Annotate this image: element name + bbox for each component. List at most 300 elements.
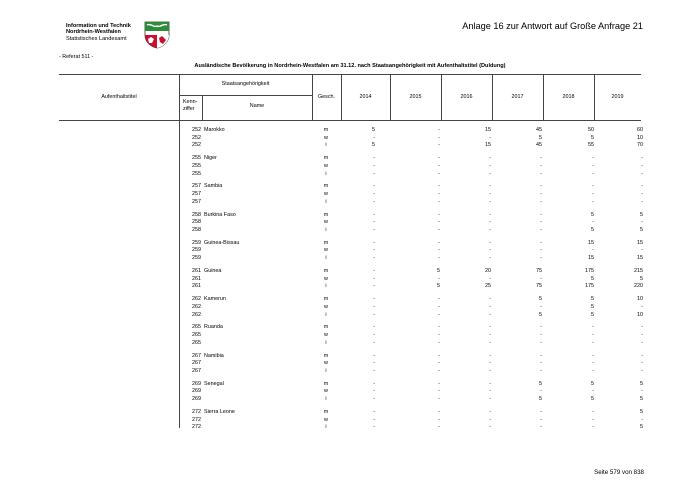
value-cell: 5 [640,396,643,403]
gesch-cell: i [325,226,327,233]
value-cell: - [438,275,440,282]
value-cell: - [592,352,594,359]
kennziffer-cell: 257 [192,198,201,205]
kennziffer-cell: 252 [192,127,201,133]
gesch-cell: m [323,127,329,133]
table-header-bottom-rule [59,120,641,121]
value-cell: - [540,367,542,374]
table-caption: Ausländische Bevölkerung in Nordrhein-Westfalen am 31.12. nach Staatsangehörigkeit mit Aufenthaltstitel (Duldung) [194,63,506,69]
country-group [0,323,700,353]
value-cell: - [641,183,643,190]
country-name-cell: Burkina Faso [204,211,236,218]
value-cell: 5 [437,268,440,274]
value-cell: - [592,416,594,423]
country-name-cell: Sierra Leone [204,409,235,415]
kennziffer-cell: 259 [192,247,201,254]
value-cell: - [641,191,643,198]
gesch-cell: i [325,367,327,374]
value-cell: - [592,388,594,395]
value-cell: 15 [588,255,594,262]
value-cell: - [489,367,491,374]
value-cell: 215 [634,268,643,274]
value-cell: - [373,352,375,359]
value-cell: - [438,339,440,346]
value-cell: 175 [585,283,594,290]
value-cell: - [489,183,491,190]
gesch-cell: w [324,303,328,310]
value-cell: - [373,424,375,431]
value-cell: 5 [640,275,643,282]
value-cell: - [373,380,375,387]
value-cell: - [373,226,375,233]
value-cell: - [489,339,491,346]
gesch-cell: m [323,352,329,359]
referat-label: - Referat 511 - [59,54,94,60]
value-cell: - [592,324,594,331]
value-cell: 5 [539,380,542,387]
value-cell: - [438,211,440,218]
value-cell: - [438,367,440,374]
table-row [0,339,700,347]
country-group [0,126,700,156]
header-name: Name [249,103,265,109]
gesch-cell: i [325,396,327,403]
country-group [0,239,700,269]
kennziffer-cell: 265 [192,339,201,346]
value-cell: - [540,332,542,339]
header-kennziffer-2: ziffer [183,106,195,112]
country-name-cell: Kamerun [204,296,226,303]
value-cell: 15 [485,142,491,149]
value-cell: 220 [634,283,643,290]
document-title: Anlage 16 zur Antwort auf Große Anfrage 21 [462,21,643,31]
country-name-cell: Niger [204,155,217,162]
value-cell: 5 [591,226,594,233]
value-cell: 5 [591,396,594,403]
value-cell: 55 [588,142,594,149]
table-row [0,141,700,149]
value-cell: - [373,162,375,169]
gesch-cell: i [325,424,327,431]
value-cell: - [592,219,594,226]
value-cell: 50 [588,127,594,133]
value-cell: - [438,409,440,415]
gesch-cell: m [323,324,329,331]
value-cell: - [641,162,643,169]
value-cell: - [438,191,440,198]
gesch-cell: i [325,311,327,318]
gesch-cell: w [324,219,328,226]
table-row [0,423,700,431]
kennziffer-cell: 257 [192,183,201,190]
value-cell: - [641,247,643,254]
value-cell: - [489,170,491,177]
value-cell: - [438,162,440,169]
value-cell: - [438,332,440,339]
kennziffer-cell: 272 [192,416,201,423]
value-cell: - [641,388,643,395]
value-cell: - [373,332,375,339]
value-cell: - [540,155,542,162]
value-cell: - [592,191,594,198]
gesch-cell: w [324,134,328,141]
country-name-cell: Namibia [204,352,224,359]
value-cell: - [489,311,491,318]
value-cell: - [641,170,643,177]
kennziffer-cell: 255 [192,170,201,177]
value-cell: - [489,424,491,431]
country-name-cell: Ruanda [204,324,223,331]
value-cell: 5 [640,409,643,415]
gesch-cell: m [323,211,329,218]
gesch-cell: w [324,360,328,367]
gesch-cell: m [323,183,329,190]
country-group [0,408,700,438]
value-cell: - [540,191,542,198]
gesch-cell: m [323,409,329,415]
value-cell: - [438,311,440,318]
value-cell: 15 [637,255,643,262]
value-cell: - [489,198,491,205]
value-cell: - [592,162,594,169]
value-cell: - [438,424,440,431]
value-cell: - [438,396,440,403]
gesch-cell: i [325,198,327,205]
kennziffer-cell: 259 [192,239,201,246]
value-cell: 5 [539,296,542,303]
kennziffer-cell: 257 [192,191,201,198]
value-cell: - [373,211,375,218]
value-cell: - [641,339,643,346]
gesch-cell: m [323,155,329,162]
gesch-cell: i [325,339,327,346]
value-cell: 5 [591,311,594,318]
value-cell: - [438,255,440,262]
value-cell: - [373,247,375,254]
value-cell: - [489,324,491,331]
value-cell: - [489,396,491,403]
value-cell: - [438,127,440,133]
table-row [0,198,700,206]
value-cell: - [592,332,594,339]
value-cell: - [641,367,643,374]
country-group [0,154,700,184]
value-cell: - [489,226,491,233]
value-cell: - [540,360,542,367]
value-cell: - [592,155,594,162]
value-cell: - [540,183,542,190]
header-kennziffer-1: Kenn- [183,99,198,105]
value-cell: - [489,388,491,395]
gesch-cell: w [324,247,328,254]
gesch-cell: i [325,170,327,177]
kennziffer-cell: 261 [192,283,201,290]
value-cell: - [540,409,542,415]
header-aufenthaltstitel: Aufenthaltstitel [101,94,137,100]
value-cell: - [373,360,375,367]
value-cell: - [438,416,440,423]
nrw-crest-icon [144,21,170,49]
gesch-cell: w [324,332,328,339]
country-name-cell: Senegal [204,380,224,387]
country-group [0,211,700,241]
kennziffer-cell: 252 [192,142,201,149]
table-row [0,170,700,178]
value-cell: - [373,134,375,141]
value-cell: - [641,155,643,162]
value-cell: - [438,142,440,149]
value-cell: 5 [591,275,594,282]
value-cell: - [540,162,542,169]
value-cell: 15 [588,239,594,246]
value-cell: - [540,424,542,431]
value-cell: 5 [591,296,594,303]
value-cell: 10 [637,311,643,318]
header-year-2018: 2018 [562,94,575,100]
gesch-cell: w [324,416,328,423]
value-cell: - [592,183,594,190]
value-cell: - [438,360,440,367]
value-cell: - [489,211,491,218]
value-cell: - [540,416,542,423]
header-staatsangehoerigkeit: Staatsangehörigkeit [221,81,270,87]
value-cell: 5 [591,380,594,387]
value-cell: - [373,219,375,226]
kennziffer-cell: 267 [192,352,201,359]
value-cell: - [438,219,440,226]
kennziffer-cell: 258 [192,211,201,218]
kennziffer-cell: 252 [192,134,201,141]
value-cell: - [540,324,542,331]
gesch-cell: i [325,283,327,290]
gesch-cell: m [323,239,329,246]
kennziffer-cell: 258 [192,226,201,233]
value-cell: - [373,311,375,318]
value-cell: - [438,296,440,303]
value-cell: - [438,247,440,254]
org-line-2: Nordrhein-Westfalen [66,29,121,36]
value-cell: - [489,332,491,339]
value-cell: 75 [536,268,542,274]
value-cell: - [540,255,542,262]
kennziffer-cell: 255 [192,155,201,162]
country-group [0,267,700,297]
value-cell: 5 [437,283,440,290]
value-cell: 5 [372,127,375,133]
value-cell: - [540,247,542,254]
value-cell: - [438,155,440,162]
value-cell: - [489,296,491,303]
value-cell: - [373,396,375,403]
value-cell: 5 [539,311,542,318]
kennziffer-cell: 272 [192,424,201,431]
value-cell: - [641,360,643,367]
value-cell: - [489,352,491,359]
value-cell: - [592,198,594,205]
value-cell: 45 [536,127,542,133]
org-name [66,23,131,42]
value-cell: 5 [640,226,643,233]
value-cell: - [489,303,491,310]
header-year-2015: 2015 [409,94,422,100]
gesch-cell: w [324,275,328,282]
header-year-2016: 2016 [460,94,473,100]
value-cell: - [373,303,375,310]
kennziffer-cell: 261 [192,275,201,282]
country-group [0,182,700,212]
value-cell: - [592,424,594,431]
kennziffer-cell: 262 [192,311,201,318]
value-cell: - [489,219,491,226]
value-cell: - [540,170,542,177]
value-cell: 5 [640,424,643,431]
kennziffer-cell: 262 [192,296,201,303]
header-year-2019: 2019 [611,94,624,100]
country-name-cell: Guinea [204,268,222,274]
value-cell: 20 [485,268,491,274]
value-cell: - [641,352,643,359]
value-cell: - [438,183,440,190]
value-cell: 25 [485,283,491,290]
value-cell: - [373,324,375,331]
value-cell: - [373,409,375,415]
country-group [0,352,700,382]
table-row [0,367,700,375]
value-cell: - [540,303,542,310]
value-cell: 75 [536,283,542,290]
kennziffer-cell: 267 [192,367,201,374]
value-cell: - [489,275,491,282]
value-cell: - [489,409,491,415]
kennziffer-cell: 265 [192,324,201,331]
value-cell: 5 [372,142,375,149]
value-cell: - [373,283,375,290]
value-cell: - [489,134,491,141]
kennziffer-cell: 258 [192,219,201,226]
kennziffer-cell: 269 [192,388,201,395]
value-cell: - [540,211,542,218]
value-cell: - [489,155,491,162]
value-cell: - [438,380,440,387]
staatsang-underline [179,95,312,96]
value-cell: - [641,416,643,423]
value-cell: 60 [637,127,643,133]
value-cell: 15 [485,127,491,133]
table-row [0,226,700,234]
table-row [0,282,700,290]
value-cell: - [373,155,375,162]
value-cell: 5 [539,134,542,141]
value-cell: - [489,191,491,198]
country-name-cell: Guinea-Bissau [204,239,240,246]
table-row [0,254,700,262]
value-cell: 5 [591,211,594,218]
value-cell: - [373,170,375,177]
value-cell: - [592,409,594,415]
value-cell: - [438,226,440,233]
kennziffer-cell: 272 [192,409,201,415]
value-cell: - [592,247,594,254]
value-cell: - [641,303,643,310]
value-cell: 45 [536,142,542,149]
org-line-1: Information und Technik [66,23,131,29]
value-cell: - [438,388,440,395]
gesch-cell: i [325,142,327,149]
value-cell: - [592,367,594,374]
country-group [0,380,700,410]
header-gesch: Gesch. [317,94,336,100]
value-cell: - [592,170,594,177]
value-cell: - [641,324,643,331]
gesch-cell: i [325,255,327,262]
kennziffer-cell: 261 [192,268,201,274]
value-cell: - [489,255,491,262]
value-cell: 5 [539,396,542,403]
kennziffer-cell: 259 [192,255,201,262]
value-cell: - [641,332,643,339]
kennziffer-cell: 262 [192,303,201,310]
value-cell: 5 [640,380,643,387]
gesch-cell: m [323,380,329,387]
value-cell: - [373,339,375,346]
table-row [0,395,700,403]
value-cell: - [438,324,440,331]
value-cell: - [489,239,491,246]
value-cell: - [373,296,375,303]
value-cell: - [540,388,542,395]
value-cell: - [540,239,542,246]
kennziffer-cell: 255 [192,162,201,169]
value-cell: - [373,255,375,262]
kennziffer-cell: 269 [192,396,201,403]
org-logo [66,23,131,42]
value-cell: 5 [591,134,594,141]
value-cell: - [373,198,375,205]
value-cell: - [373,275,375,282]
value-cell: - [373,416,375,423]
value-cell: - [540,352,542,359]
value-cell: 5 [640,211,643,218]
value-cell: - [641,198,643,205]
value-cell: 10 [637,134,643,141]
value-cell: - [592,360,594,367]
value-cell: 70 [637,142,643,149]
value-cell: - [540,339,542,346]
value-cell: - [373,268,375,274]
value-cell: - [438,239,440,246]
kennziffer-cell: 269 [192,380,201,387]
value-cell: - [373,239,375,246]
value-cell: - [540,275,542,282]
value-cell: - [540,198,542,205]
value-cell: - [438,134,440,141]
kennziffer-cell: 265 [192,332,201,339]
table-top-rule [59,74,641,75]
gesch-cell: w [324,388,328,395]
header-year-2017: 2017 [511,94,524,100]
value-cell: 5 [591,303,594,310]
value-cell: - [489,416,491,423]
value-cell: - [592,339,594,346]
country-group [0,295,700,325]
value-cell: 10 [637,296,643,303]
value-cell: - [373,183,375,190]
value-cell: - [438,352,440,359]
kennziffer-cell: 267 [192,360,201,367]
value-cell: - [438,198,440,205]
value-cell: - [489,162,491,169]
value-cell: - [641,219,643,226]
